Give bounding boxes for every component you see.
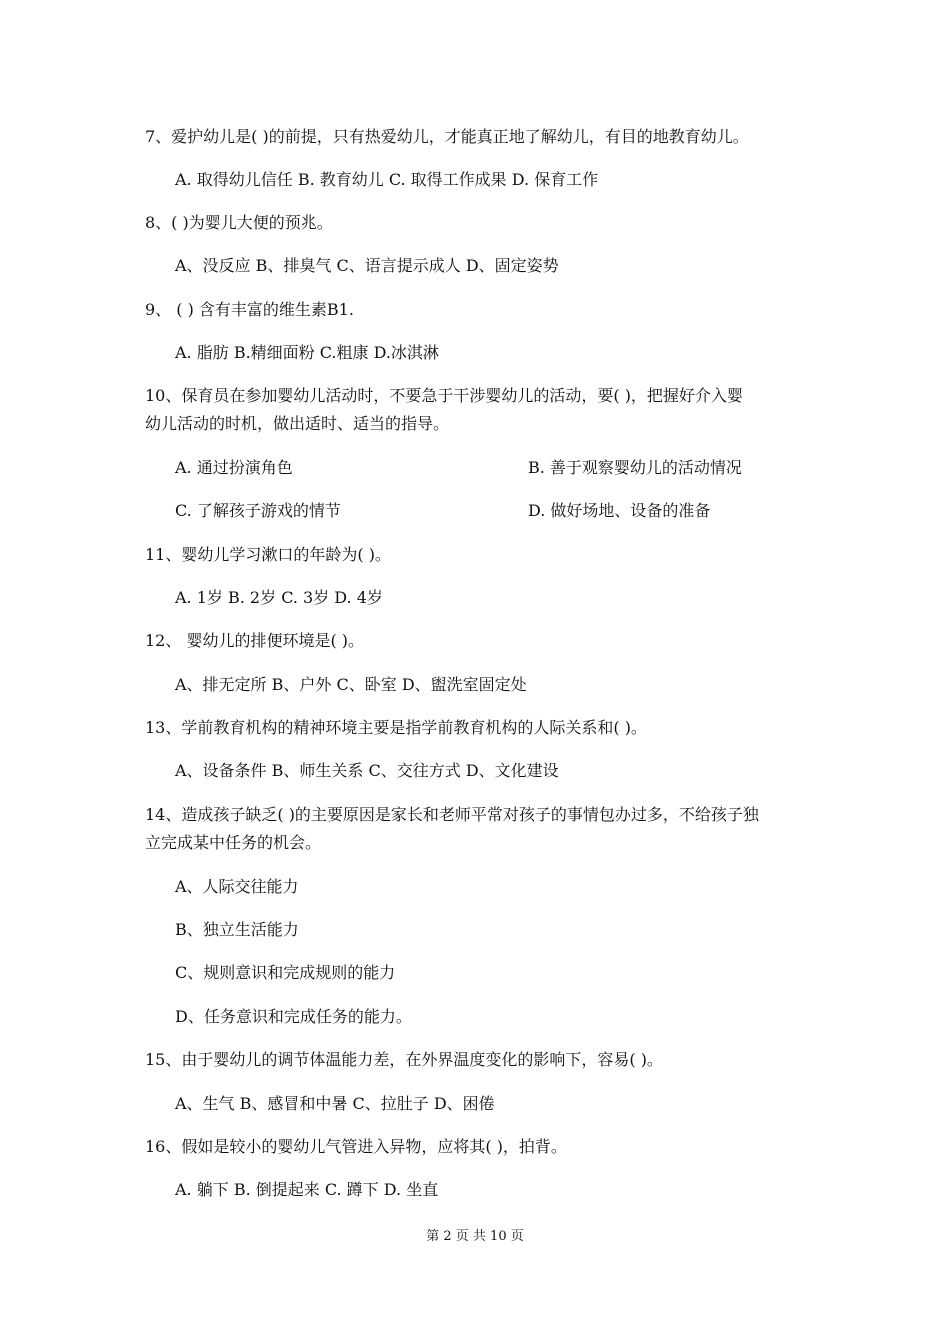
question-13-options: A、设备条件 B、师生关系 C、交往方式 D、文化建设 [175, 761, 559, 780]
question-13: 13、学前教育机构的精神环境主要是指学前教育机构的人际关系和( )。 [145, 718, 647, 737]
question-10-option-d: D. 做好场地、设备的准备 [528, 501, 711, 520]
question-11: 11、婴幼儿学习漱口的年龄为( )。 [145, 545, 391, 564]
question-12-options: A、排无定所 B、户外 C、卧室 D、盥洗室固定处 [175, 675, 527, 694]
question-16: 16、假如是较小的婴幼儿气管进入异物，应将其( )，拍背。 [145, 1137, 567, 1156]
question-9: 9、 ( ) 含有丰富的维生素B1. [145, 300, 354, 319]
question-14-line-1: 14、造成孩子缺乏( )的主要原因是家长和老师平常对孩子的事情包办过多，不给孩子独 [145, 805, 759, 824]
question-14-option-b: B、独立生活能力 [175, 920, 299, 939]
question-14-option-c: C、规则意识和完成规则的能力 [175, 963, 396, 982]
question-10-line-1: 10、保育员在参加婴幼儿活动时，不要急于干涉婴幼儿的活动，要( )，把握好介入婴 [145, 386, 743, 405]
question-10-option-b: B. 善于观察婴幼儿的活动情况 [528, 458, 742, 477]
question-12: 12、 婴幼儿的排便环境是( )。 [145, 631, 365, 650]
question-15-options: A、生气 B、感冒和中暑 C、拉肚子 D、困倦 [175, 1094, 495, 1113]
question-14-line-2: 立完成某中任务的机会。 [145, 833, 322, 852]
question-8: 8、( )为婴儿大便的预兆。 [145, 213, 333, 232]
question-14-option-d: D、任务意识和完成任务的能力。 [175, 1007, 412, 1026]
question-10-line-2: 幼儿活动的时机，做出适时、适当的指导。 [145, 414, 450, 433]
question-16-options: A. 躺下 B. 倒提起来 C. 蹲下 D. 坐直 [175, 1180, 439, 1199]
question-15: 15、由于婴幼儿的调节体温能力差，在外界温度变化的影响下，容易( )。 [145, 1050, 663, 1069]
question-14-option-a: A、人际交往能力 [175, 877, 299, 896]
page-number: 第 2 页 共 10 页 [426, 1229, 524, 1244]
question-7-options: A. 取得幼儿信任 B. 教育幼儿 C. 取得工作成果 D. 保育工作 [175, 170, 599, 189]
question-7: 7、爱护幼儿是( )的前提，只有热爱幼儿，才能真正地了解幼儿，有目的地教育幼儿。 [145, 127, 749, 146]
question-8-options: A、没反应 B、排臭气 C、语言提示成人 D、固定姿势 [175, 256, 559, 275]
question-10-option-c: C. 了解孩子游戏的情节 [175, 501, 341, 520]
question-9-options: A. 脂肪 B.精细面粉 C.粗康 D.冰淇淋 [175, 343, 439, 362]
question-11-options: A. 1岁 B. 2岁 C. 3岁 D. 4岁 [175, 588, 383, 607]
question-10-option-a: A. 通过扮演角色 [175, 458, 293, 477]
